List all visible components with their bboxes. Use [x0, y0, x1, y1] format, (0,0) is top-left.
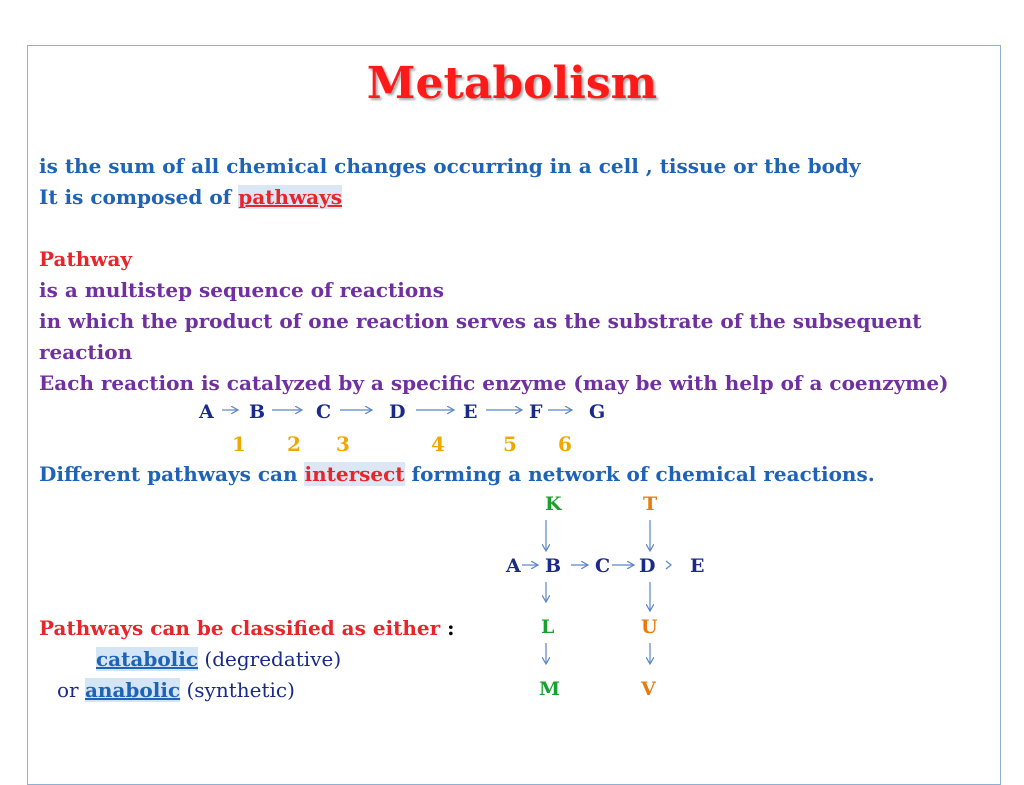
- catabolic-term: catabolic: [96, 647, 199, 671]
- classify-line: [39, 618, 455, 638]
- intersect-prefix: Different pathways can: [39, 462, 305, 486]
- enzyme-number: 5: [503, 432, 517, 456]
- pathway-definition-2-cont: reaction: [39, 340, 133, 364]
- seq-letter: E: [463, 401, 478, 423]
- network-node-t: T: [643, 493, 658, 515]
- composition-prefix: It is composed of: [39, 185, 239, 209]
- pathway-definition-3: Each reaction is catalyzed by a specific enzyme (may be with help of a coenzyme): [39, 371, 949, 395]
- anabolic-term: anabolic: [84, 678, 181, 702]
- classify-colon: :: [440, 616, 455, 640]
- intersect-suffix: forming a network of chemical reactions.: [404, 462, 875, 486]
- network-node-l: L: [541, 616, 555, 638]
- enzyme-number: 4: [431, 432, 445, 456]
- network-node-b: B: [545, 555, 562, 577]
- seq-letter: D: [389, 401, 406, 423]
- catabolic-line: [96, 649, 341, 669]
- seq-letter: G: [589, 401, 606, 423]
- network-node-u: U: [641, 616, 658, 638]
- definition-line: is the sum of all chemical changes occurring in a cell , tissue or the body: [39, 154, 861, 178]
- pathway-heading: Pathway: [39, 247, 133, 271]
- or-text: or: [57, 678, 85, 702]
- enzyme-number: 6: [558, 432, 572, 456]
- composition-line: [39, 187, 342, 207]
- pathways-link: pathways: [238, 185, 342, 209]
- seq-letter: A: [199, 401, 214, 423]
- anabolic-desc: (synthetic): [180, 678, 295, 702]
- network-node-c: C: [595, 555, 611, 577]
- network-node-m: M: [539, 678, 561, 700]
- intersect-word: intersect: [304, 462, 405, 486]
- catabolic-desc: (degredative): [198, 647, 342, 671]
- network-node-e: E: [690, 555, 705, 577]
- slide-title: Metabolism: [366, 58, 658, 109]
- network-node-k: K: [545, 493, 562, 515]
- classify-text: Pathways can be classified as either: [39, 616, 441, 640]
- intersect-line: [39, 464, 875, 484]
- enzyme-number: 3: [336, 432, 350, 456]
- enzyme-number: 2: [287, 432, 301, 456]
- enzyme-number: 1: [232, 432, 246, 456]
- seq-letter: F: [529, 401, 543, 423]
- seq-letter: B: [249, 401, 266, 423]
- anabolic-line: [57, 680, 295, 700]
- network-node-d: D: [639, 555, 656, 577]
- network-node-v: V: [641, 678, 656, 700]
- pathway-definition-2: in which the product of one reaction serves as the substrate of the subsequent: [39, 309, 922, 333]
- pathway-definition-1: is a multistep sequence of reactions: [39, 278, 444, 302]
- seq-letter: C: [316, 401, 332, 423]
- network-node-a: A: [506, 555, 521, 577]
